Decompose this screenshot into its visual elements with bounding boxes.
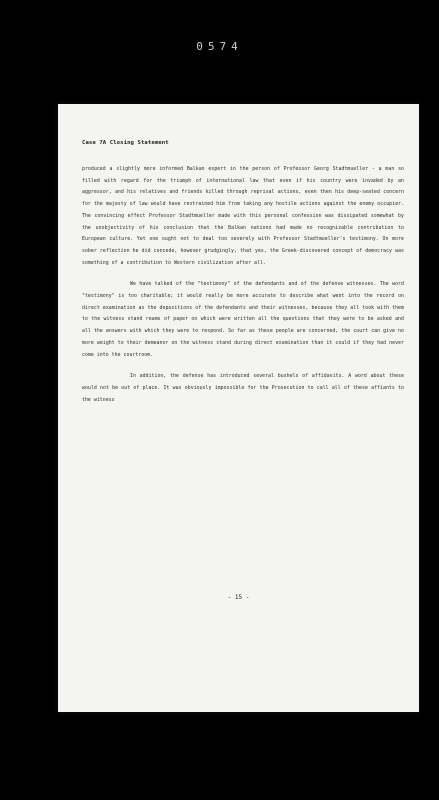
document-page (58, 104, 419, 712)
frame-number: 0574 (196, 40, 243, 53)
paragraph: We have talked of the "testimony" of the defendants and of the defense witnesses. The word "testimony" is too charitable; it would really be more accurate to describe what went into the record on direct examination as the depositions of the defendants and their witnesses, because they all took with them to the witness stand reams of paper on which were written all the questions that they were to be asked and all the answers with which they were to respond. So far as these people are concerned, the court can give no more weight to their demeanor on the witness stand during direct examination than it could if they had never come into the courtroom. (82, 281, 404, 358)
body-text (82, 164, 404, 416)
paragraph: In addition, the defense has introduced several bushels of affidavits. A word about these would not be out of place. It was obviously impossible for the Prosecution to call all of these affiants to the witness (82, 373, 404, 403)
page-header: Case 7A Closing Statement (82, 140, 169, 146)
page-number: - 15 - (227, 594, 250, 601)
paragraph: produced a slightly more informed Balkan expert in the person of Professor Georg Stadtmueller - a man so filled with regard for the triumph of international law that even if his country were invaded by an aggressor, and his relatives and friends killed through reprisal actions, even then his deep-seated concern for the majesty of law would have restrained him from taking any hostile actions against the enemy occupier. The convincing effect Professor Stadtmueller made with this personal confession was dissipated somewhat by the unobjectivity of his conclusion that the Balkan nations had made no recognizable contribution to European culture. Yet one ought not to deal too severely with Professor Stadtmueller's testimony. On more sober reflection he did concede, however grudgingly, that yes, the Greek-discovered concept of democracy was something of a contribution to Western civilization after all. (82, 166, 404, 266)
